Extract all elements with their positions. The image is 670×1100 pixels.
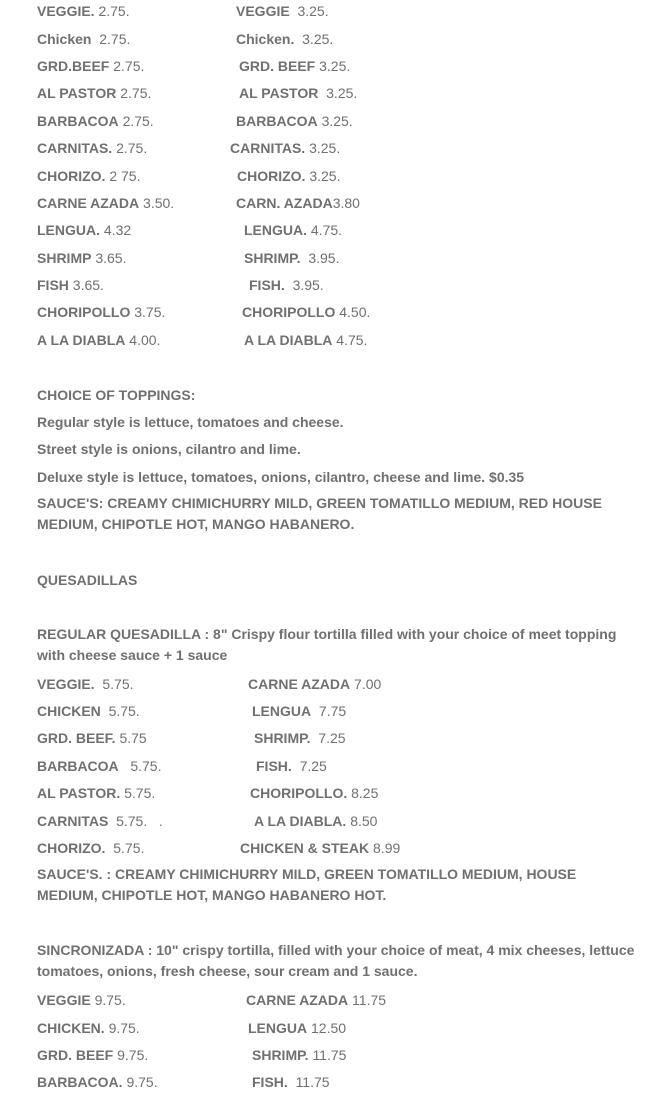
item-price: 3.95. [292,277,324,293]
quesadilla-row-right [254,813,377,829]
item-price: 7.25 [299,758,327,774]
item-price: 5.75. [124,785,156,801]
item-name: CHORIPOLLO. [250,785,348,801]
item-name: CHORIZO. [37,168,106,184]
item-name: SHRIMP. [252,1047,309,1063]
item-price: 3.25. [309,140,341,156]
item-name: Chicken. [236,31,295,47]
taco-row-right [236,31,333,47]
item-price: 2 75. [109,168,141,184]
item-price: 7.00 [354,676,382,692]
item-name: CARNITAS. [230,140,306,156]
quesadilla-sauces-text: SAUCE'S. : CREAMY CHIMICHURRY MILD, GREEN TOMATILLO MEDIUM, HOUSE MEDIUM, CHIPOTLE HOT, MANGO HABANERO HOT. [37,866,577,903]
item-name: GRD. BEEF. [37,730,116,746]
item-name: CHICKEN & STEAK [240,840,370,856]
quesadilla-row [37,785,155,801]
item-price: 3.25. [309,168,341,184]
item-name: CARNE AZADA [37,195,140,211]
taco-row [37,168,140,184]
taco-sauces-text: SAUCE'S: CREAMY CHIMICHURRY MILD, GREEN TOMATILLO MEDIUM, RED HOUSE MEDIUM, CHIPOTLE HOT, MANGO HABANERO. [37,495,602,532]
item-name: BARBACOA [37,758,119,774]
item-name: LENGUA [252,703,312,719]
toppings-heading: CHOICE OF TOPPINGS: [37,387,196,403]
quesadilla-row-right [256,758,327,774]
quesadilla-row [37,676,134,692]
taco-row-right [249,277,324,293]
taco-row [37,250,126,266]
quesadilla-row [37,703,140,719]
item-name: FISH [37,277,69,293]
quesadilla-row [37,840,144,856]
taco-row [37,58,144,74]
sincronizada-row-right [252,1074,330,1090]
item-price: 7.75 [318,703,347,719]
taco-row [37,113,154,129]
quesadilla-row-right [240,840,400,856]
item-price: 2.75. [120,85,152,101]
quesadilla-row [37,758,161,774]
item-name: A LA DIABLA [37,332,126,348]
item-name: CHORIPOLLO [242,304,336,320]
item-name: FISH. [256,758,292,774]
item-name: AL PASTOR [239,85,319,101]
item-price: 5.75. [113,840,145,856]
item-price: 2.75. [113,58,145,74]
taco-row-right [237,168,340,184]
sincronizada-row-right [252,1047,346,1063]
item-price: 4.00. [129,332,161,348]
regular-quesadilla-desc: REGULAR QUESADILLA : 8" Crispy flour tortilla filled with your choice of meet topping with cheese sauce + 1 sauce [37,626,617,663]
sincronizada-row [37,1020,140,1036]
quesadillas-heading: QUESADILLAS [37,572,138,588]
item-price: 5.75 [119,730,147,746]
item-name: VEGGIE. [37,676,95,692]
item-name: Chicken [37,31,92,47]
taco-row-right [236,3,329,19]
sincronizada-row-right [248,1020,346,1036]
item-name: AL PASTOR. [37,785,121,801]
item-price: 11.75 [295,1074,330,1090]
item-price: 3.75. [134,304,166,320]
taco-row [37,31,130,47]
item-price: 9.75. [117,1047,149,1063]
taco-row [37,332,160,348]
item-name: CARNE AZADA [248,676,351,692]
item-name: CARNITAS. [37,140,113,156]
item-name: VEGGIE [236,3,290,19]
sincronizada-row [37,1074,158,1090]
item-price: 3.25. [297,3,329,19]
item-price: 3.65. [95,250,127,266]
item-price: 3.25. [326,85,358,101]
item-name: FISH. [249,277,285,293]
item-name: VEGGIE. [37,3,95,19]
sincronizada-desc: SINCRONIZADA : 10" crispy tortilla, filled with your choice of meat, 4 mix cheeses, lettuce tomatoes, onions, fresh cheese, sour cream and 1 sauce. [37,942,635,979]
regular-style-text: Regular style is lettuce, tomatoes and cheese. [37,414,344,430]
item-name: CHICKEN [37,703,101,719]
taco-row-right [244,222,342,238]
item-price: 5.75. [108,703,140,719]
item-price: 5.75. . [116,813,163,829]
item-price: 3.95. [308,250,340,266]
quesadilla-row-right [252,703,346,719]
item-price: 9.75. [126,1074,158,1090]
taco-row-right [242,304,370,320]
taco-row [37,195,174,211]
item-price: 9.75. [94,992,126,1008]
item-price: 3.25. [319,58,351,74]
item-name: GRD. BEEF [239,58,316,74]
item-price: 2.75. [116,140,148,156]
item-price: 9.75. [108,1020,140,1036]
item-price: 7.25 [318,730,346,746]
item-price: 2.75. [98,3,130,19]
taco-row [37,222,131,238]
item-name: FISH. [252,1074,288,1090]
item-price: 3.50. [143,195,175,211]
taco-row-right [230,140,340,156]
item-name: GRD. BEEF [37,1047,114,1063]
item-price: 4.75. [310,222,343,238]
item-name: CARNE AZADA [246,992,349,1008]
item-price: 3.25. [302,31,334,47]
sincronizada-row [37,1047,148,1063]
taco-row [37,304,165,320]
item-price: 4.32 [103,222,132,238]
taco-row [37,85,151,101]
sincronizada-row-right [246,992,386,1008]
taco-row-right [244,250,339,266]
item-name: BARBACOA. [37,1074,123,1090]
item-name: LENGUA. [244,222,307,238]
quesadilla-row-right [250,785,378,801]
taco-row-right [244,332,367,348]
street-style-text: Street style is onions, cilantro and lime. [37,441,301,457]
deluxe-style-text: Deluxe style is lettuce, tomatoes, onions, cilantro, cheese and lime. $0.35 [37,469,525,485]
item-price: 2.75. [122,113,154,129]
item-name: CHORIZO. [237,168,306,184]
item-price: 8.25 [351,785,379,801]
item-price: 8.99 [373,840,401,856]
item-name: CHORIPOLLO [37,304,131,320]
taco-row-right [239,85,357,101]
quesadilla-row [37,730,147,746]
item-name: CARN. AZADA [236,195,333,211]
item-name: SHRIMP [37,250,92,266]
taco-row [37,277,104,293]
quesadilla-row-right [248,676,381,692]
item-price: 12.50 [311,1020,347,1036]
quesadilla-row-right [254,730,346,746]
item-name: AL PASTOR [37,85,117,101]
item-name: CHORIZO. [37,840,106,856]
item-name: A LA DIABLA. [254,813,347,829]
item-price: 3.65. [72,277,104,293]
item-name: CHICKEN. [37,1020,105,1036]
item-name: SHRIMP. [244,250,301,266]
item-name: CARNITAS [37,813,109,829]
item-price: 11.75 [312,1047,347,1063]
item-price: 4.75. [336,332,368,348]
item-price: 5.75. [102,676,134,692]
item-name: LENGUA [248,1020,308,1036]
item-name: A LA DIABLA [244,332,333,348]
item-name: BARBACOA [37,113,119,129]
quesadilla-row [37,813,163,829]
item-price: 2.75. [99,31,131,47]
taco-row-right [236,113,353,129]
item-name: SHRIMP. [254,730,311,746]
sincronizada-row [37,992,126,1008]
item-name: GRD.BEEF [37,58,110,74]
item-price: 8.50 [350,813,378,829]
item-price: 3.25. [321,113,353,129]
taco-row-right [236,195,360,211]
taco-row [37,140,147,156]
taco-row-right [239,58,350,74]
item-name: LENGUA. [37,222,100,238]
item-name: BARBACOA [236,113,318,129]
item-name: VEGGIE [37,992,91,1008]
item-price: 5.75. [130,758,162,774]
item-price: 3.80 [332,195,360,211]
item-price: 4.50. [339,304,371,320]
taco-row [37,3,130,19]
item-price: 11.75 [352,992,387,1008]
